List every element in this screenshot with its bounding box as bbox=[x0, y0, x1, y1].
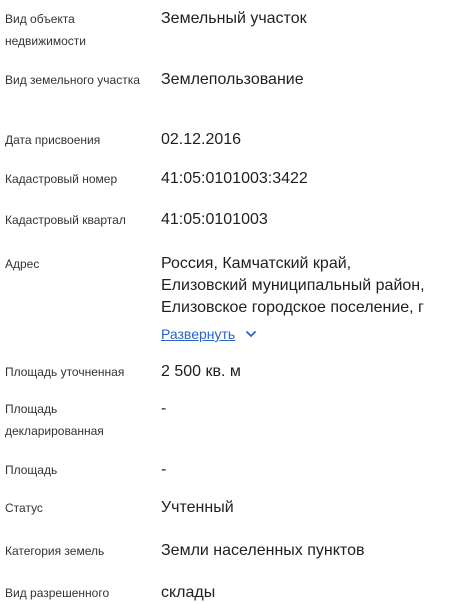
address-line: Елизовский муниципальный район, bbox=[161, 277, 425, 294]
row-value: 2 500 кв. м bbox=[161, 363, 241, 380]
row-label: Статус bbox=[5, 501, 43, 515]
row-label: Кадастровый номер bbox=[5, 172, 118, 186]
row-label: Адрес bbox=[5, 257, 40, 271]
row-label: Кадастровый квартал bbox=[5, 213, 126, 227]
address-value bbox=[161, 253, 459, 319]
row-label: Вид объекта недвижимости bbox=[5, 12, 86, 48]
row-value: - bbox=[161, 461, 167, 478]
row-value: Земельный участок bbox=[161, 10, 307, 27]
row-label: Вид разрешенного bbox=[5, 586, 110, 600]
row-label: Вид земельного участка bbox=[5, 73, 140, 87]
expand-address-link[interactable] bbox=[161, 324, 257, 344]
address-line: Россия, Камчатский край, bbox=[161, 255, 352, 272]
row-value: 41:05:0101003:3422 bbox=[161, 170, 308, 187]
expand-link-label: Развернуть bbox=[161, 326, 236, 342]
chevron-down-icon[interactable] bbox=[245, 328, 257, 340]
row-label: Площадь bbox=[5, 463, 58, 477]
row-label: Категория земель bbox=[5, 544, 105, 558]
row-value: 02.12.2016 bbox=[161, 131, 242, 148]
row-label: Площадь декларированная bbox=[5, 402, 104, 438]
row-value: Землепользование bbox=[161, 71, 304, 88]
row-value: Земли населенных пунктов bbox=[161, 542, 365, 559]
address-line: Елизовское городское поселение, г bbox=[161, 299, 424, 316]
row-value: склады bbox=[161, 584, 216, 601]
row-label: Площадь уточненная bbox=[5, 365, 125, 379]
row-value: Учтенный bbox=[161, 499, 234, 516]
row-value: 41:05:0101003 bbox=[161, 211, 268, 228]
row-value: - bbox=[161, 400, 167, 417]
row-label: Дата присвоения bbox=[5, 133, 101, 147]
